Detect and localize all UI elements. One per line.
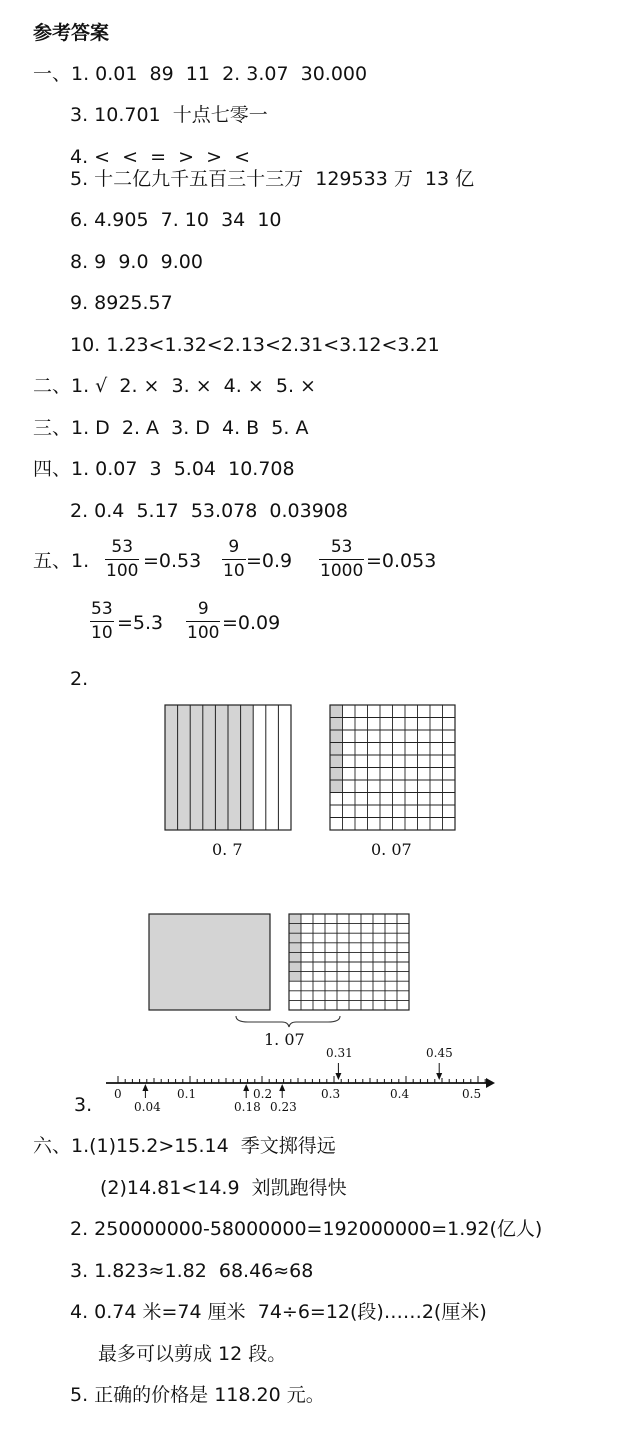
answer-line-6-5: 5. 正确的价格是 118.20 元。 [70, 1384, 325, 1406]
tick-label-0-1: 0.1 [177, 1087, 197, 1101]
arrow-0-04 [142, 1084, 148, 1098]
arrow-0-31 [335, 1063, 341, 1080]
fraction-result: =0.053 [366, 550, 437, 572]
brace [236, 1016, 340, 1027]
answer-line-1-8: 8. 9 9.0 9.00 [70, 251, 203, 273]
answer-line-1-10: 10. 1.23<1.32<2.13<2.31<3.12<3.21 [70, 334, 440, 356]
answer-line-1-9: 9. 8925.57 [70, 292, 173, 314]
fraction-numerator: 9 [228, 537, 240, 557]
fraction-numerator: 53 [91, 599, 113, 619]
fraction-numerator: 53 [111, 537, 134, 557]
tick-label-0-4: 0.4 [390, 1087, 410, 1101]
fraction-numerator: 53 [330, 537, 353, 557]
page-title: 参考答案 [33, 22, 110, 44]
answer-line-3: 三、1. D 2. A 3. D 4. B 5. A [33, 417, 309, 439]
fraction-denominator: 10 [91, 623, 113, 643]
tick-label-0-2: 0.2 [253, 1087, 273, 1101]
answer-line-6-2: 2. 250000000-58000000=192000000=1.92(亿人) [70, 1218, 543, 1240]
figure-whole-square [149, 914, 270, 1010]
answer-line-1-5: 5. 十二亿九千五百三十三万 129533 万 13 亿 [70, 168, 475, 190]
caption-1-07: 1. 07 [264, 1030, 305, 1049]
tick-label-0-5: 0.5 [462, 1087, 482, 1101]
caption-0-07: 0. 07 [371, 840, 412, 859]
figure-hundredths-0-07 [330, 705, 455, 830]
fraction-denominator: 100 [106, 561, 139, 581]
mark-label-0-04: 0.04 [134, 1100, 161, 1114]
number-line [106, 1063, 495, 1098]
answer-line-1-4: 4. < < = > > < [70, 146, 251, 168]
fraction-numerator: 9 [197, 599, 209, 619]
answer-line-1-3: 3. 10.701 十点七零一 [70, 104, 268, 126]
fraction-denominator: 10 [223, 561, 245, 581]
answer-line-4-2: 2. 0.4 5.17 53.078 0.03908 [70, 500, 348, 522]
fraction-result: =5.3 [117, 612, 164, 634]
figure-tenths-0-7 [165, 705, 291, 830]
answer-line-6-3: 3. 1.823≈1.82 68.46≈68 [70, 1260, 314, 1282]
tick-label-0-3: 0.3 [321, 1087, 341, 1101]
section-five-item-2: 2. [70, 668, 89, 690]
arrow-0-23 [279, 1084, 285, 1098]
arrow-0-45 [436, 1063, 442, 1080]
answer-line-6-1-2: (2)14.81<14.9 刘凯跑得快 [100, 1177, 347, 1199]
answer-line-4-1: 四、1. 0.07 3 5.04 10.708 [33, 458, 295, 480]
section-five-prefix: 五、1. [33, 550, 90, 572]
arrow-0-18 [243, 1084, 249, 1098]
answer-line-1-6: 6. 4.905 7. 10 34 10 [70, 209, 282, 231]
figure-hundredths-grid-small [289, 914, 409, 1010]
answer-line-1-1: 一、1. 0.01 89 11 2. 3.07 30.000 [33, 63, 368, 85]
answer-line-6-4: 4. 0.74 米=74 厘米 74÷6=12(段)……2(厘米) [70, 1301, 487, 1323]
fraction-denominator: 1000 [320, 561, 364, 581]
fraction-result: =0.09 [222, 612, 281, 634]
answer-line-6-4-b: 最多可以剪成 12 段。 [98, 1343, 287, 1365]
answer-line-6-1-1: 六、1.(1)15.2>15.14 季文掷得远 [33, 1135, 336, 1157]
mark-label-0-23: 0.23 [270, 1100, 297, 1114]
fraction-result: =0.9 [246, 550, 293, 572]
mark-label-0-18: 0.18 [234, 1100, 261, 1114]
mark-label-0-31: 0.31 [326, 1046, 353, 1060]
mark-label-0-45: 0.45 [426, 1046, 453, 1060]
section-five-item-3: 3. [74, 1094, 93, 1116]
caption-0-7: 0. 7 [212, 840, 243, 859]
fraction-denominator: 100 [187, 623, 220, 643]
answer-line-2: 二、1. √ 2. × 3. × 4. × 5. × [33, 375, 316, 397]
fraction-result: =0.53 [143, 550, 202, 572]
tick-label-0: 0 [114, 1087, 122, 1101]
